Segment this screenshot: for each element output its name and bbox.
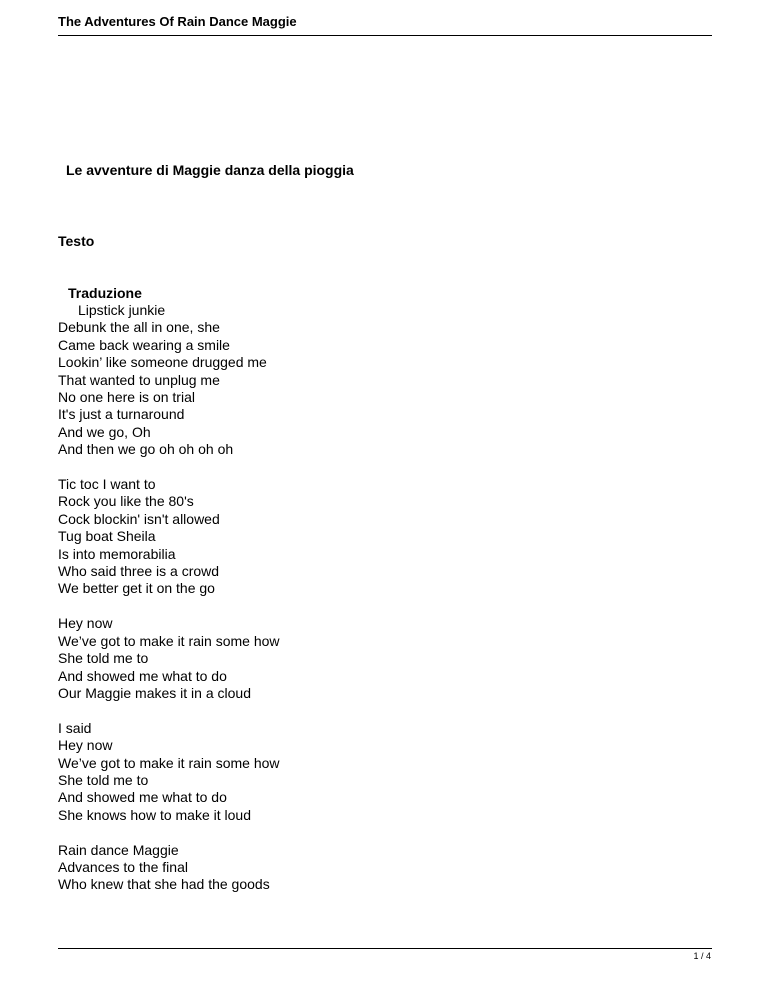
stanza-gap xyxy=(58,459,698,476)
lyric-line: No one here is on trial xyxy=(58,389,195,406)
lyric-line: Our Maggie makes it in a cloud xyxy=(58,684,251,701)
lyric-line: Who knew that she had the goods xyxy=(58,876,270,893)
lyric-line: She told me to xyxy=(58,650,149,667)
lyric-line: We better get it on the go xyxy=(58,580,215,597)
lyric-line: Lipstick junkie xyxy=(78,302,166,318)
lyric-line: And showed me what to do xyxy=(58,667,227,684)
lyric-line: Rock you like the 80's xyxy=(58,493,194,510)
stanza-gap xyxy=(58,824,698,841)
lyric-line: She told me to xyxy=(58,771,149,788)
lyric-line: Tug boat Sheila xyxy=(58,528,156,545)
section-heading-traduzione: Traduzione xyxy=(68,285,142,301)
lyric-line: Is into memorabilia xyxy=(58,545,176,562)
lyric-line: Hey now xyxy=(58,615,113,632)
lyric-line: Cock blockin' isn't allowed xyxy=(58,510,220,527)
lyrics-body xyxy=(58,302,698,894)
lyric-line: Came back wearing a smile xyxy=(58,336,230,353)
lyric-line: Debunk the all in one, she xyxy=(58,319,220,336)
page-number: 1 / 4 xyxy=(693,951,711,961)
lyric-line: Advances to the final xyxy=(58,858,188,875)
lyric-line: Hey now xyxy=(58,737,113,754)
footer-divider xyxy=(58,948,712,949)
lyric-line: And we go, Oh xyxy=(58,423,151,440)
stanza-gap xyxy=(58,598,698,615)
lyric-line: And then we go oh oh oh oh xyxy=(58,441,234,458)
lyric-line: Rain dance Maggie xyxy=(58,841,179,858)
lyric-line: We’ve got to make it rain some how xyxy=(58,754,280,771)
stanza-gap xyxy=(58,702,698,719)
lyric-line: I said xyxy=(58,719,92,736)
lyric-line: It's just a turnaround xyxy=(58,406,185,423)
lyric-line: That wanted to unplug me xyxy=(58,371,220,388)
lyric-line: Tic toc I want to xyxy=(58,476,156,493)
lyric-line: We’ve got to make it rain some how xyxy=(58,632,280,649)
lyric-line: Who said three is a crowd xyxy=(58,563,220,580)
header-divider xyxy=(58,35,712,36)
lyric-line: She knows how to make it loud xyxy=(58,806,251,823)
section-heading-testo: Testo xyxy=(58,233,95,249)
lyric-line: And showed me what to do xyxy=(58,789,227,806)
lyric-line: Lookin’ like someone drugged me xyxy=(58,354,267,371)
document-title: The Adventures Of Rain Dance Maggie xyxy=(58,14,297,29)
translated-title: Le avventure di Maggie danza della pioggia xyxy=(66,162,354,178)
